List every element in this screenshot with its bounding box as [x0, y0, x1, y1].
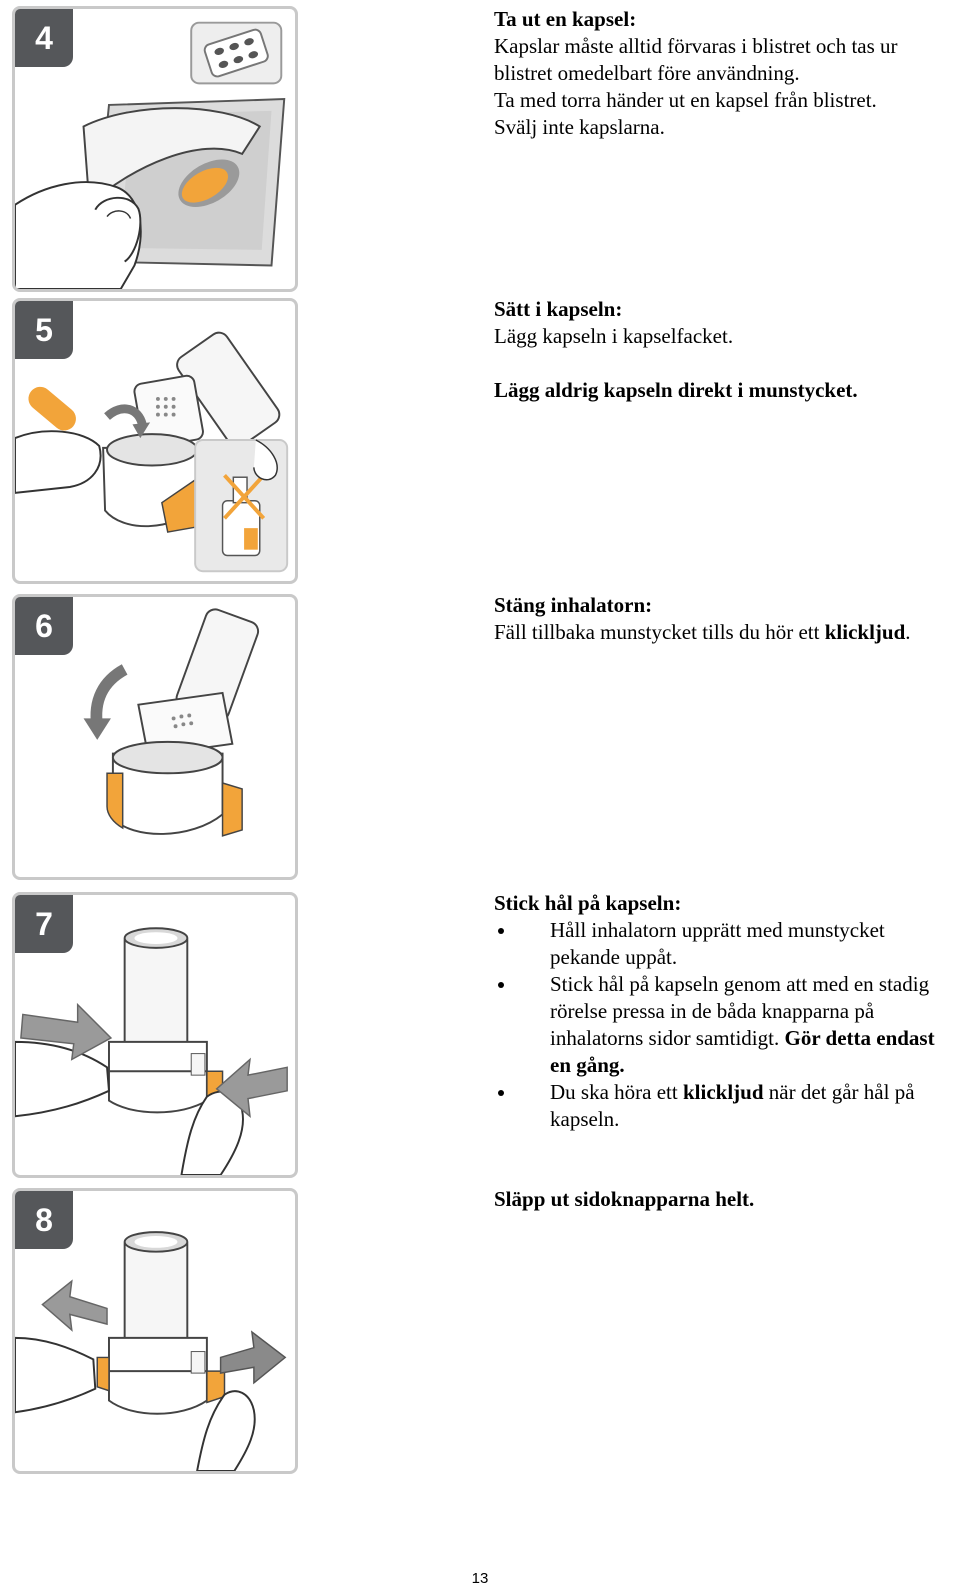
step-line: [494, 619, 954, 646]
step-7-illustration: [12, 892, 298, 1178]
list-item: [494, 971, 954, 1079]
warning-text: Lägg aldrig kapseln direkt i munstycket.: [494, 378, 858, 402]
step-7-text: [494, 890, 954, 1133]
step-heading: Stick hål på kapseln:: [494, 891, 682, 915]
list-item: [494, 917, 954, 971]
step-4-illustration: [12, 6, 298, 292]
step-heading: Stäng inhalatorn:: [494, 593, 653, 617]
step-heading: Sätt i kapseln:: [494, 297, 623, 321]
capsule-icon: [24, 382, 81, 435]
step-8-illustration: [12, 1188, 298, 1474]
page-number: 13: [471, 1570, 489, 1587]
list-item-bold: Gör detta endast en gång.: [550, 1026, 935, 1077]
list-item-text: Du ska höra ett: [550, 1080, 683, 1104]
step-5-illustration: [12, 298, 298, 584]
step-4-text: [494, 6, 954, 141]
step-heading: Ta ut en kapsel:: [494, 7, 637, 31]
arrow-icon: [107, 409, 142, 425]
step-5-text: [494, 296, 954, 404]
step-8-text: [494, 1186, 954, 1213]
list-item: [494, 1079, 954, 1133]
step-6-text: [494, 592, 954, 646]
hand-icon: [15, 431, 101, 493]
step-number-badge: 6: [15, 597, 73, 655]
step-line: Svälj inte kapslarna.: [494, 115, 665, 139]
step-line: Kapslar måste alltid förvaras i blistret och tas ur blistret omedelbart före användning.: [494, 34, 898, 85]
step-line-end: .: [905, 620, 911, 644]
step-number-badge: 5: [15, 301, 73, 359]
step-number-badge: 7: [15, 895, 73, 953]
step-line-bold: klickljud: [824, 620, 906, 644]
list-item-text: Stick hål på kapseln genom att med en stadig rörelse pressa in de båda knapparna på inhalatorns sidor samtidigt.: [550, 972, 930, 1050]
step-line-text: Fäll tillbaka munstycket tills du hör ett: [494, 620, 825, 644]
list-item-text: Håll inhalatorn upprätt med munstycket pekande uppåt.: [550, 918, 885, 969]
arrow-icon: [96, 669, 124, 726]
hand-icon: [15, 1338, 95, 1412]
hand-icon: [15, 1042, 109, 1116]
step-number-badge: 4: [15, 9, 73, 67]
step-number-badge: 8: [15, 1191, 73, 1249]
step-line: Ta med torra händer ut en kapsel från blistret.: [494, 88, 877, 112]
step-6-illustration: [12, 594, 298, 880]
list-item-bold: klickljud: [682, 1080, 764, 1104]
step-line: Lägg kapseln i kapselfacket.: [494, 324, 734, 348]
bullet-list: [494, 917, 954, 1133]
list-item-end: när det går hål på kapseln.: [550, 1080, 915, 1131]
arrow-icon: [42, 1281, 107, 1330]
step-heading: Släpp ut sidoknapparna helt.: [494, 1187, 755, 1211]
